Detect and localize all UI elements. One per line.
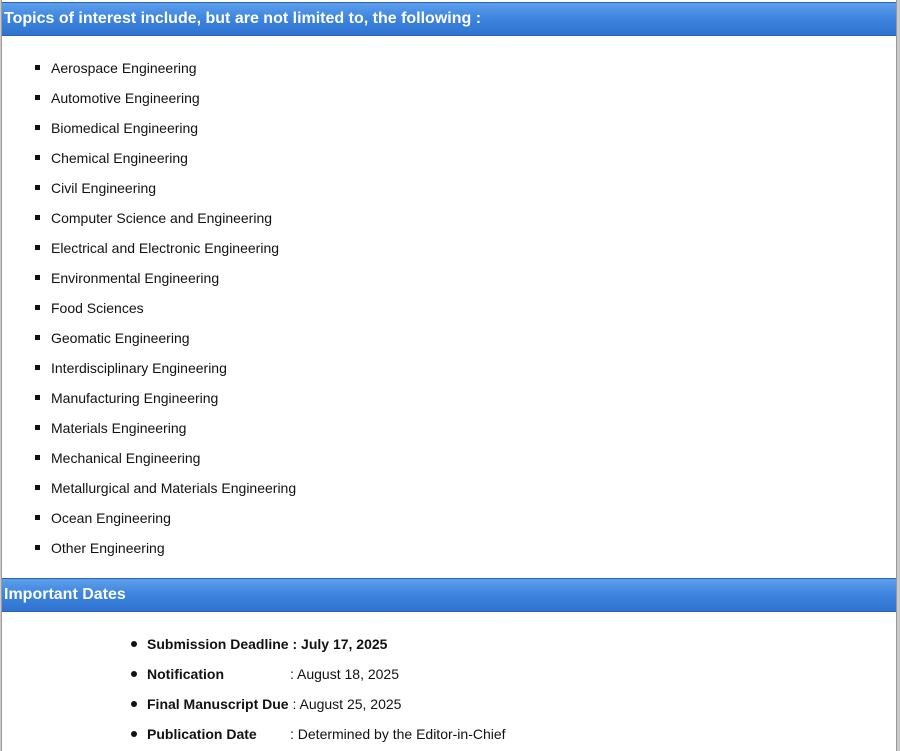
list-item — [2, 323, 296, 353]
date-separator: : — [288, 696, 300, 712]
date-value: Determined by the Editor-in-Chief — [297, 726, 506, 742]
topic-label: Biomedical Engineering — [51, 120, 199, 136]
list-item — [2, 503, 296, 533]
topic-label: Metallurgical and Materials Engineering — [51, 480, 297, 496]
list-item — [2, 413, 296, 443]
date-separator: : — [290, 726, 298, 742]
square-bullet-icon — [35, 365, 40, 370]
topic-label: Electrical and Electronic Engineering — [51, 240, 280, 256]
topic-label: Environmental Engineering — [51, 270, 220, 286]
list-item — [2, 263, 296, 293]
topic-label: Geomatic Engineering — [51, 330, 190, 346]
topics-heading — [2, 2, 896, 36]
topic-label: Civil Engineering — [51, 180, 157, 196]
topic-label: Materials Engineering — [51, 420, 187, 436]
date-label: Final Manuscript Due — [147, 696, 289, 712]
round-bullet-icon — [131, 731, 137, 737]
topic-label: Automotive Engineering — [51, 90, 200, 106]
list-item — [2, 353, 296, 383]
date-label: Publication Date — [147, 726, 257, 742]
date-value: July 17, 2025 — [301, 636, 388, 652]
date-separator: : — [290, 666, 298, 682]
square-bullet-icon — [35, 95, 40, 100]
list-item — [2, 443, 296, 473]
topic-label: Aerospace Engineering — [51, 60, 197, 76]
square-bullet-icon — [35, 425, 40, 430]
list-item — [2, 293, 296, 323]
square-bullet-icon — [35, 65, 40, 70]
square-bullet-icon — [35, 395, 40, 400]
square-bullet-icon — [35, 455, 40, 460]
dates-heading — [2, 578, 896, 612]
date-separator: : — [288, 636, 302, 652]
page — [1, 0, 897, 751]
list-item — [2, 233, 296, 263]
list-item — [2, 173, 296, 203]
list-item — [2, 83, 296, 113]
square-bullet-icon — [35, 485, 40, 490]
date-label: Notification — [147, 666, 224, 682]
date-value: August 25, 2025 — [299, 696, 402, 712]
square-bullet-icon — [35, 275, 40, 280]
square-bullet-icon — [35, 335, 40, 340]
date-label: Submission Deadline — [147, 636, 289, 652]
topics-list — [2, 53, 296, 563]
square-bullet-icon — [35, 545, 40, 550]
topic-label: Mechanical Engineering — [51, 450, 201, 466]
list-item — [2, 533, 296, 563]
date-item-final-manuscript — [2, 689, 506, 719]
square-bullet-icon — [35, 125, 40, 130]
square-bullet-icon — [35, 215, 40, 220]
topic-label: Manufacturing Engineering — [51, 390, 219, 406]
topic-label: Interdisciplinary Engineering — [51, 360, 227, 376]
date-item-notification — [2, 659, 506, 689]
list-item — [2, 473, 296, 503]
round-bullet-icon — [131, 641, 137, 647]
square-bullet-icon — [35, 185, 40, 190]
square-bullet-icon — [35, 515, 40, 520]
round-bullet-icon — [131, 671, 137, 677]
topics-heading-text: Topics of interest include, but are not limited to, the following : — [4, 10, 482, 27]
date-item-submission — [2, 629, 506, 659]
square-bullet-icon — [35, 245, 40, 250]
topic-label: Ocean Engineering — [51, 510, 171, 526]
list-item — [2, 113, 296, 143]
list-item — [2, 143, 296, 173]
square-bullet-icon — [35, 305, 40, 310]
dates-list — [2, 629, 506, 749]
list-item — [2, 203, 296, 233]
round-bullet-icon — [131, 701, 137, 707]
dates-heading-text: Important Dates — [4, 586, 126, 603]
topic-label: Other Engineering — [51, 540, 165, 556]
square-bullet-icon — [35, 155, 40, 160]
list-item — [2, 53, 296, 83]
date-item-publication — [2, 719, 506, 749]
topic-label: Food Sciences — [51, 300, 144, 316]
date-value: August 18, 2025 — [297, 666, 399, 682]
topic-label: Chemical Engineering — [51, 150, 188, 166]
topic-label: Computer Science and Engineering — [51, 210, 273, 226]
list-item — [2, 383, 296, 413]
